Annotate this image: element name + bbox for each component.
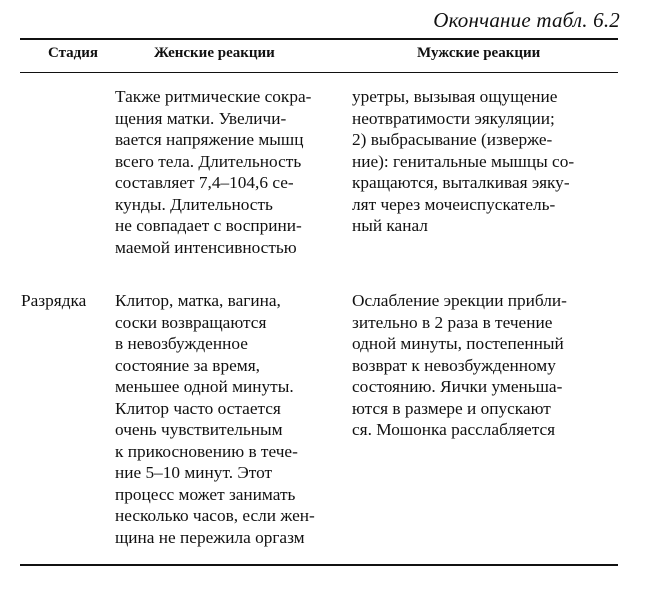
- text-line: одной минуты, постепенный: [352, 334, 564, 353]
- text-line: лят через мочеиспускатель-: [352, 194, 556, 214]
- text-line: вается напряжение мышц: [115, 130, 304, 149]
- text-line: возврат к невозбужденному: [352, 355, 556, 375]
- table-top-rule: [20, 38, 618, 40]
- text-line: кунды. Длительность: [115, 194, 273, 214]
- text-line: неотвратимости эякуляции;: [352, 108, 555, 128]
- row-2-stage: Разрядка: [21, 291, 87, 310]
- text-line: кращаются, выталкивая эяку-: [352, 173, 570, 192]
- text-line: всего тела. Длительность: [115, 151, 302, 171]
- text-line: соски возвращаются: [115, 312, 267, 332]
- text-line: щения матки. Увеличи-: [115, 108, 287, 128]
- text-line: процесс может занимать: [115, 484, 296, 504]
- text-line: несколько часов, если жен-: [115, 506, 315, 525]
- text-line: Также ритмические сокра-: [115, 87, 312, 106]
- text-line: Клитор, матка, вагина,: [115, 291, 281, 310]
- text-line: в невозбужденное: [115, 334, 248, 353]
- text-line: ный канал: [352, 216, 428, 235]
- text-line: состояние за время,: [115, 355, 260, 375]
- text-line: уретры, вызывая ощущение: [352, 87, 558, 106]
- header-male: Мужские реакции: [417, 45, 541, 61]
- text-line: ся. Мошонка расслабляется: [352, 420, 556, 439]
- text-line: Клитор часто остается: [115, 398, 281, 418]
- text-line: ются в размере и опускают: [352, 398, 551, 418]
- text-line: ние 5–10 минут. Этот: [115, 463, 273, 482]
- header-rule: [20, 72, 618, 73]
- text-line: очень чувствительным: [115, 420, 283, 439]
- row-2-male-cell: [352, 290, 567, 441]
- text-line: 2) выбрасывание (изверже-: [352, 130, 553, 149]
- header-stage: Стадия: [48, 45, 99, 61]
- row-2-female-cell: [115, 290, 315, 548]
- text-line: составляет 7,4–104,6 се-: [115, 173, 294, 192]
- table-caption: Окончание табл. 6.2: [433, 8, 620, 32]
- text-line: маемой интенсивностью: [115, 237, 297, 257]
- row-1-male-cell: [352, 86, 574, 237]
- text-line: к прикосновению в тече-: [115, 441, 298, 461]
- text-line: состоянию. Яички уменьша-: [352, 377, 563, 396]
- row-1-female-cell: [115, 86, 311, 258]
- text-line: не совпадает с восприни-: [115, 216, 302, 235]
- text-line: ние): генитальные мышцы со-: [352, 151, 575, 171]
- text-line: зительно в 2 раза в течение: [352, 312, 553, 332]
- text-line: щина не пережила оргазм: [115, 527, 305, 547]
- table-bottom-rule: [20, 564, 618, 566]
- text-line: меньшее одной минуты.: [115, 377, 294, 396]
- header-female: Женские реакции: [154, 45, 275, 61]
- text-line: Ослабление эрекции прибли-: [352, 291, 567, 310]
